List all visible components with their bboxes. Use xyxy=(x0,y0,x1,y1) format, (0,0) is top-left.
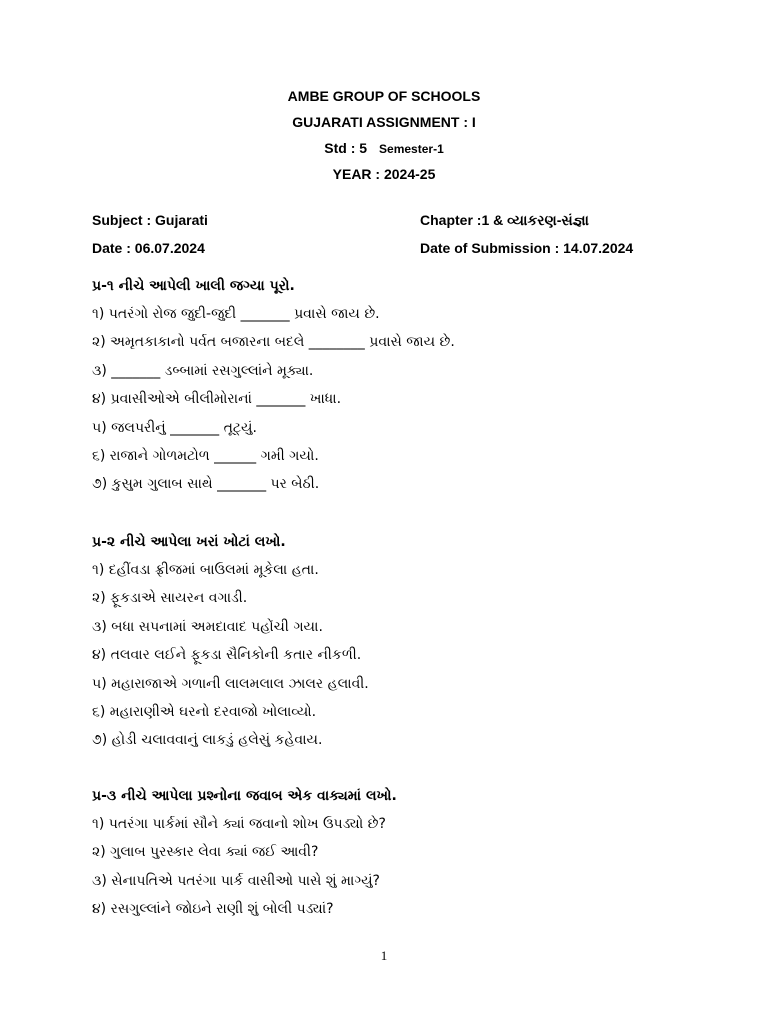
q1-item: ૪) પ્રવાસીઓએ બીલીમોરાનાં _______ ખાધા. xyxy=(92,391,342,408)
semester-label: Semester-1 xyxy=(379,142,444,156)
assignment-title: GUJARATI ASSIGNMENT : I xyxy=(292,114,476,130)
q2-item: ૨) ફૂકડાએ સાયરન વગાડી. xyxy=(92,590,248,607)
q2-item: ૭) હોડી ચલાવવાનું લાકડું હલેસું કહેવાય. xyxy=(92,732,323,749)
chapter-label: Chapter :1 & વ્યાકરણ-સંજ્ઞા xyxy=(420,212,589,228)
q3-item: ૨) ગુલાબ પુરસ્કાર લેવા ક્યાં જઈ આવી? xyxy=(92,844,319,861)
q2-item: ૪) તલવાર લઈને ફૂકડા સૈનિકોની કતાર નીકળી. xyxy=(92,647,362,664)
school-name: AMBE GROUP OF SCHOOLS xyxy=(287,88,481,104)
q1-item: ૧) પતરંગો રોજ જુદી-જુદી _______ પ્રવાસે જાય છે. xyxy=(92,306,380,322)
q1-item: ૬) રાજાને ગોળમટોળ ______ ગમી ગયો. xyxy=(92,447,319,464)
question-1-title: પ્ર-૧ નીચે આપેલી ખાલી જગ્યા પૂરો. xyxy=(92,278,295,294)
q3-item: ૪) રસગુલ્લાંને જોઇને રાણી શું બોલી પડ્યાં? xyxy=(92,901,334,918)
question-2-section xyxy=(92,528,712,755)
std-line xyxy=(0,140,768,156)
q2-item: ૬) મહારાણીએ ઘરનો દરવાજો ખોલાવ્યો. xyxy=(92,703,317,720)
question-3-title: પ્ર-૩ નીચે આપેલા પ્રશ્નોના જવાબ એક વાક્યમાં લખો. xyxy=(92,788,397,804)
q1-item: ૭) કુસુમ ગુલાબ સાથે _______ પર બેઠી. xyxy=(92,476,320,493)
std-label: Std : 5 xyxy=(324,140,368,156)
q2-item: ૧) દહીંવડા ફ્રીજમાં બાઉલમાં મૂકેલા હતા. xyxy=(92,562,319,578)
year-label: YEAR : 2024-25 xyxy=(332,166,436,182)
question-2-title: પ્ર-૨ નીચે આપેલા ખરાં ખોટાં લખો. xyxy=(92,534,286,550)
page-number: 1 xyxy=(380,948,388,963)
q1-item: ૩) _______ ડબ્બામાં રસગુલ્લાંને મૂક્યા. xyxy=(92,362,314,379)
q3-item: ૧) પતરંગા પાર્કમાં સૌને ક્યાં જવાનો શોખ ઉપડ્યો છે? xyxy=(92,816,386,832)
q2-item: ૩) બધા સપનામાં અમદાવાદ પહોંચી ગયા. xyxy=(92,618,323,635)
date-label: Date : 06.07.2024 xyxy=(92,240,205,256)
submission-date-label: Date of Submission : 14.07.2024 xyxy=(420,240,634,256)
question-1-section xyxy=(92,272,712,499)
q1-item: ૫) જલપરીનું _______ તૂટ્યું. xyxy=(92,419,257,436)
q1-item: ૨) અમૃતકાકાનો પર્વત બજારના બદલે ________ પ્રવાસે જાય છે. xyxy=(92,334,455,351)
q2-item: ૫) મહારાજાએ ગળાની લાલમલાલ ઝાલર હલાવી. xyxy=(92,675,369,692)
question-3-section xyxy=(92,782,712,924)
subject-label: Subject : Gujarati xyxy=(92,212,208,228)
q3-item: ૩) સેનાપતિએ પતરંગા પાર્ક વાસીઓ પાસે શું માગ્યું? xyxy=(92,872,380,889)
